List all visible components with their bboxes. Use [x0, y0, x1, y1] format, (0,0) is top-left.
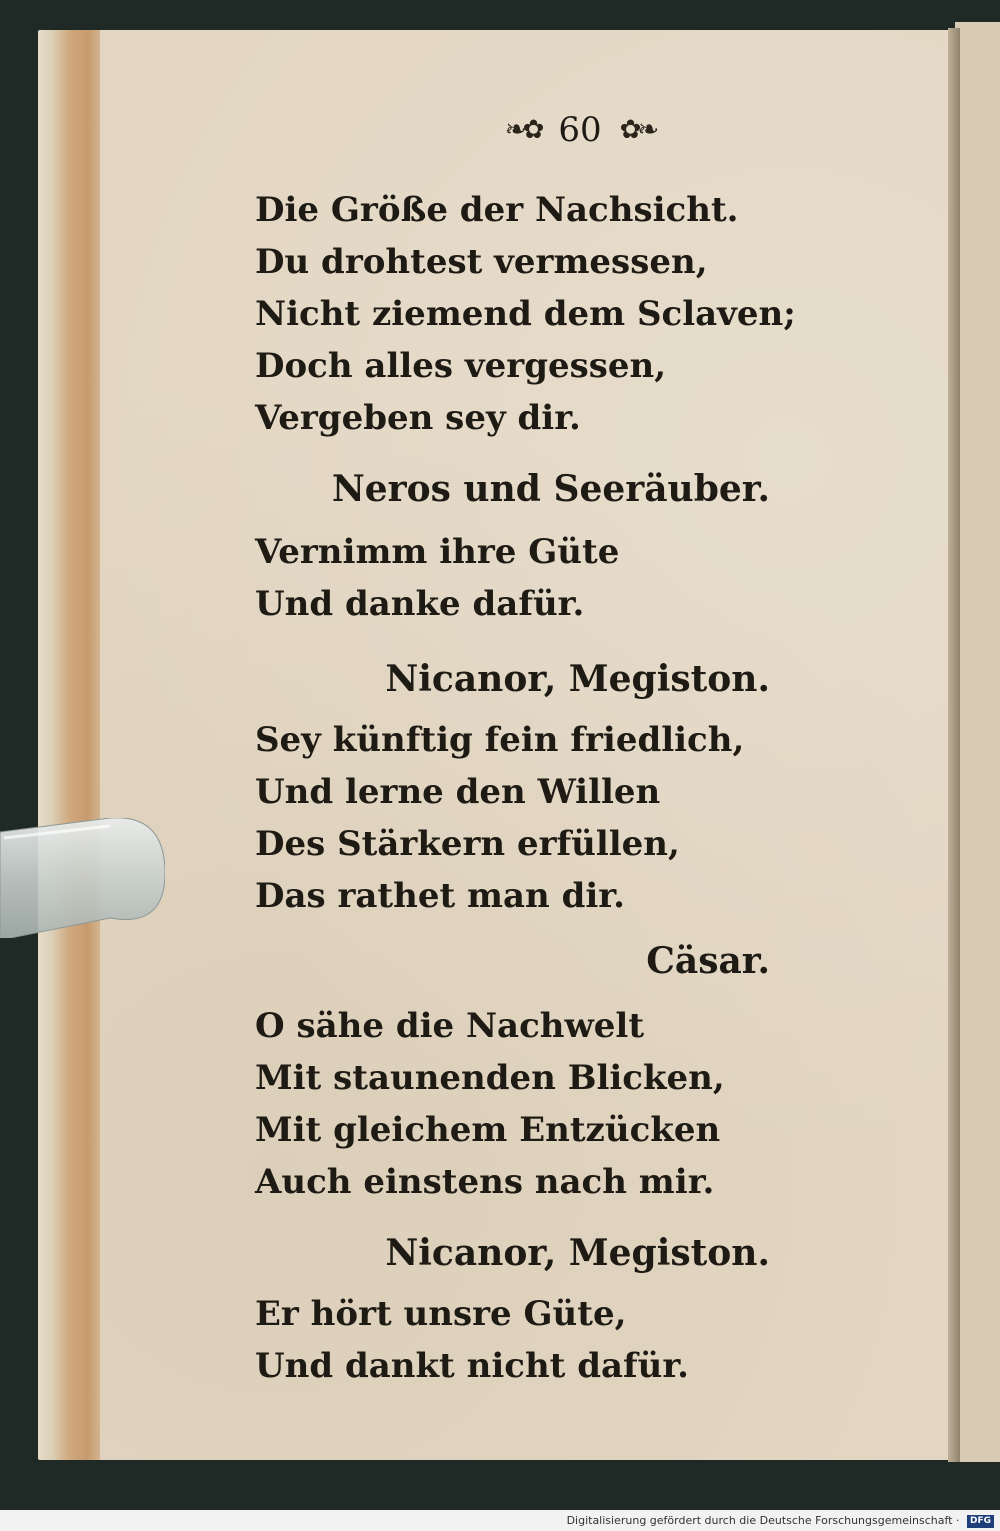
speaker-heading: Neros und Seeräuber. — [331, 468, 770, 510]
stanza-3 — [255, 714, 815, 922]
stanza-1 — [255, 184, 815, 444]
verse-line: Und danke dafür. — [255, 584, 585, 624]
speaker-heading: Nicanor, Megiston. — [385, 1232, 770, 1274]
page-header — [450, 105, 710, 155]
stanza-5 — [255, 1288, 815, 1392]
verse-line: Mit staunenden Blicken, — [255, 1058, 725, 1098]
ornament-right-icon: ✿❧ — [619, 115, 656, 145]
verse-line: Vernimm ihre Güte — [255, 532, 620, 572]
facing-page — [955, 22, 1000, 1462]
page-clip — [0, 818, 165, 938]
verse-line: Und dankt nicht dafür. — [255, 1346, 689, 1386]
verse-line: Das rathet man dir. — [255, 876, 625, 916]
verse-line: Mit gleichem Entzücken — [255, 1110, 721, 1150]
speaker-heading: Cäsar. — [646, 940, 770, 982]
verse-line: Doch alles vergessen, — [255, 346, 667, 386]
page-edges — [38, 30, 108, 1460]
verse-line: Sey künftig fein friedlich, — [255, 720, 745, 760]
verse-line: O sähe die Nachwelt — [255, 1006, 645, 1046]
footer-credit: Digitalisierung gefördert durch die Deutsche Forschungsgemeinschaft · — [566, 1514, 960, 1527]
verse-line: Nicht ziemend dem Sclaven; — [255, 294, 796, 334]
verse-line: Des Stärkern erfüllen, — [255, 824, 680, 864]
verse-line: Vergeben sey dir. — [255, 398, 581, 438]
verse-line: Er hört unsre Güte, — [255, 1294, 627, 1334]
stanza-2 — [255, 526, 815, 630]
speaker-heading: Nicanor, Megiston. — [385, 658, 770, 700]
page-number: 60 — [558, 110, 602, 150]
stanza-4 — [255, 1000, 815, 1208]
page-gutter — [948, 28, 960, 1462]
verse-line: Und lerne den Willen — [255, 772, 661, 812]
verse-line: Auch einstens nach mir. — [255, 1162, 715, 1202]
verse-line: Du drohtest vermessen, — [255, 242, 708, 282]
dfg-logo: DFG — [967, 1515, 994, 1528]
ornament-left-icon: ❧✿ — [504, 115, 541, 145]
footer-bar — [0, 1510, 1000, 1531]
verse-line: Die Größe der Nachsicht. — [255, 190, 739, 230]
